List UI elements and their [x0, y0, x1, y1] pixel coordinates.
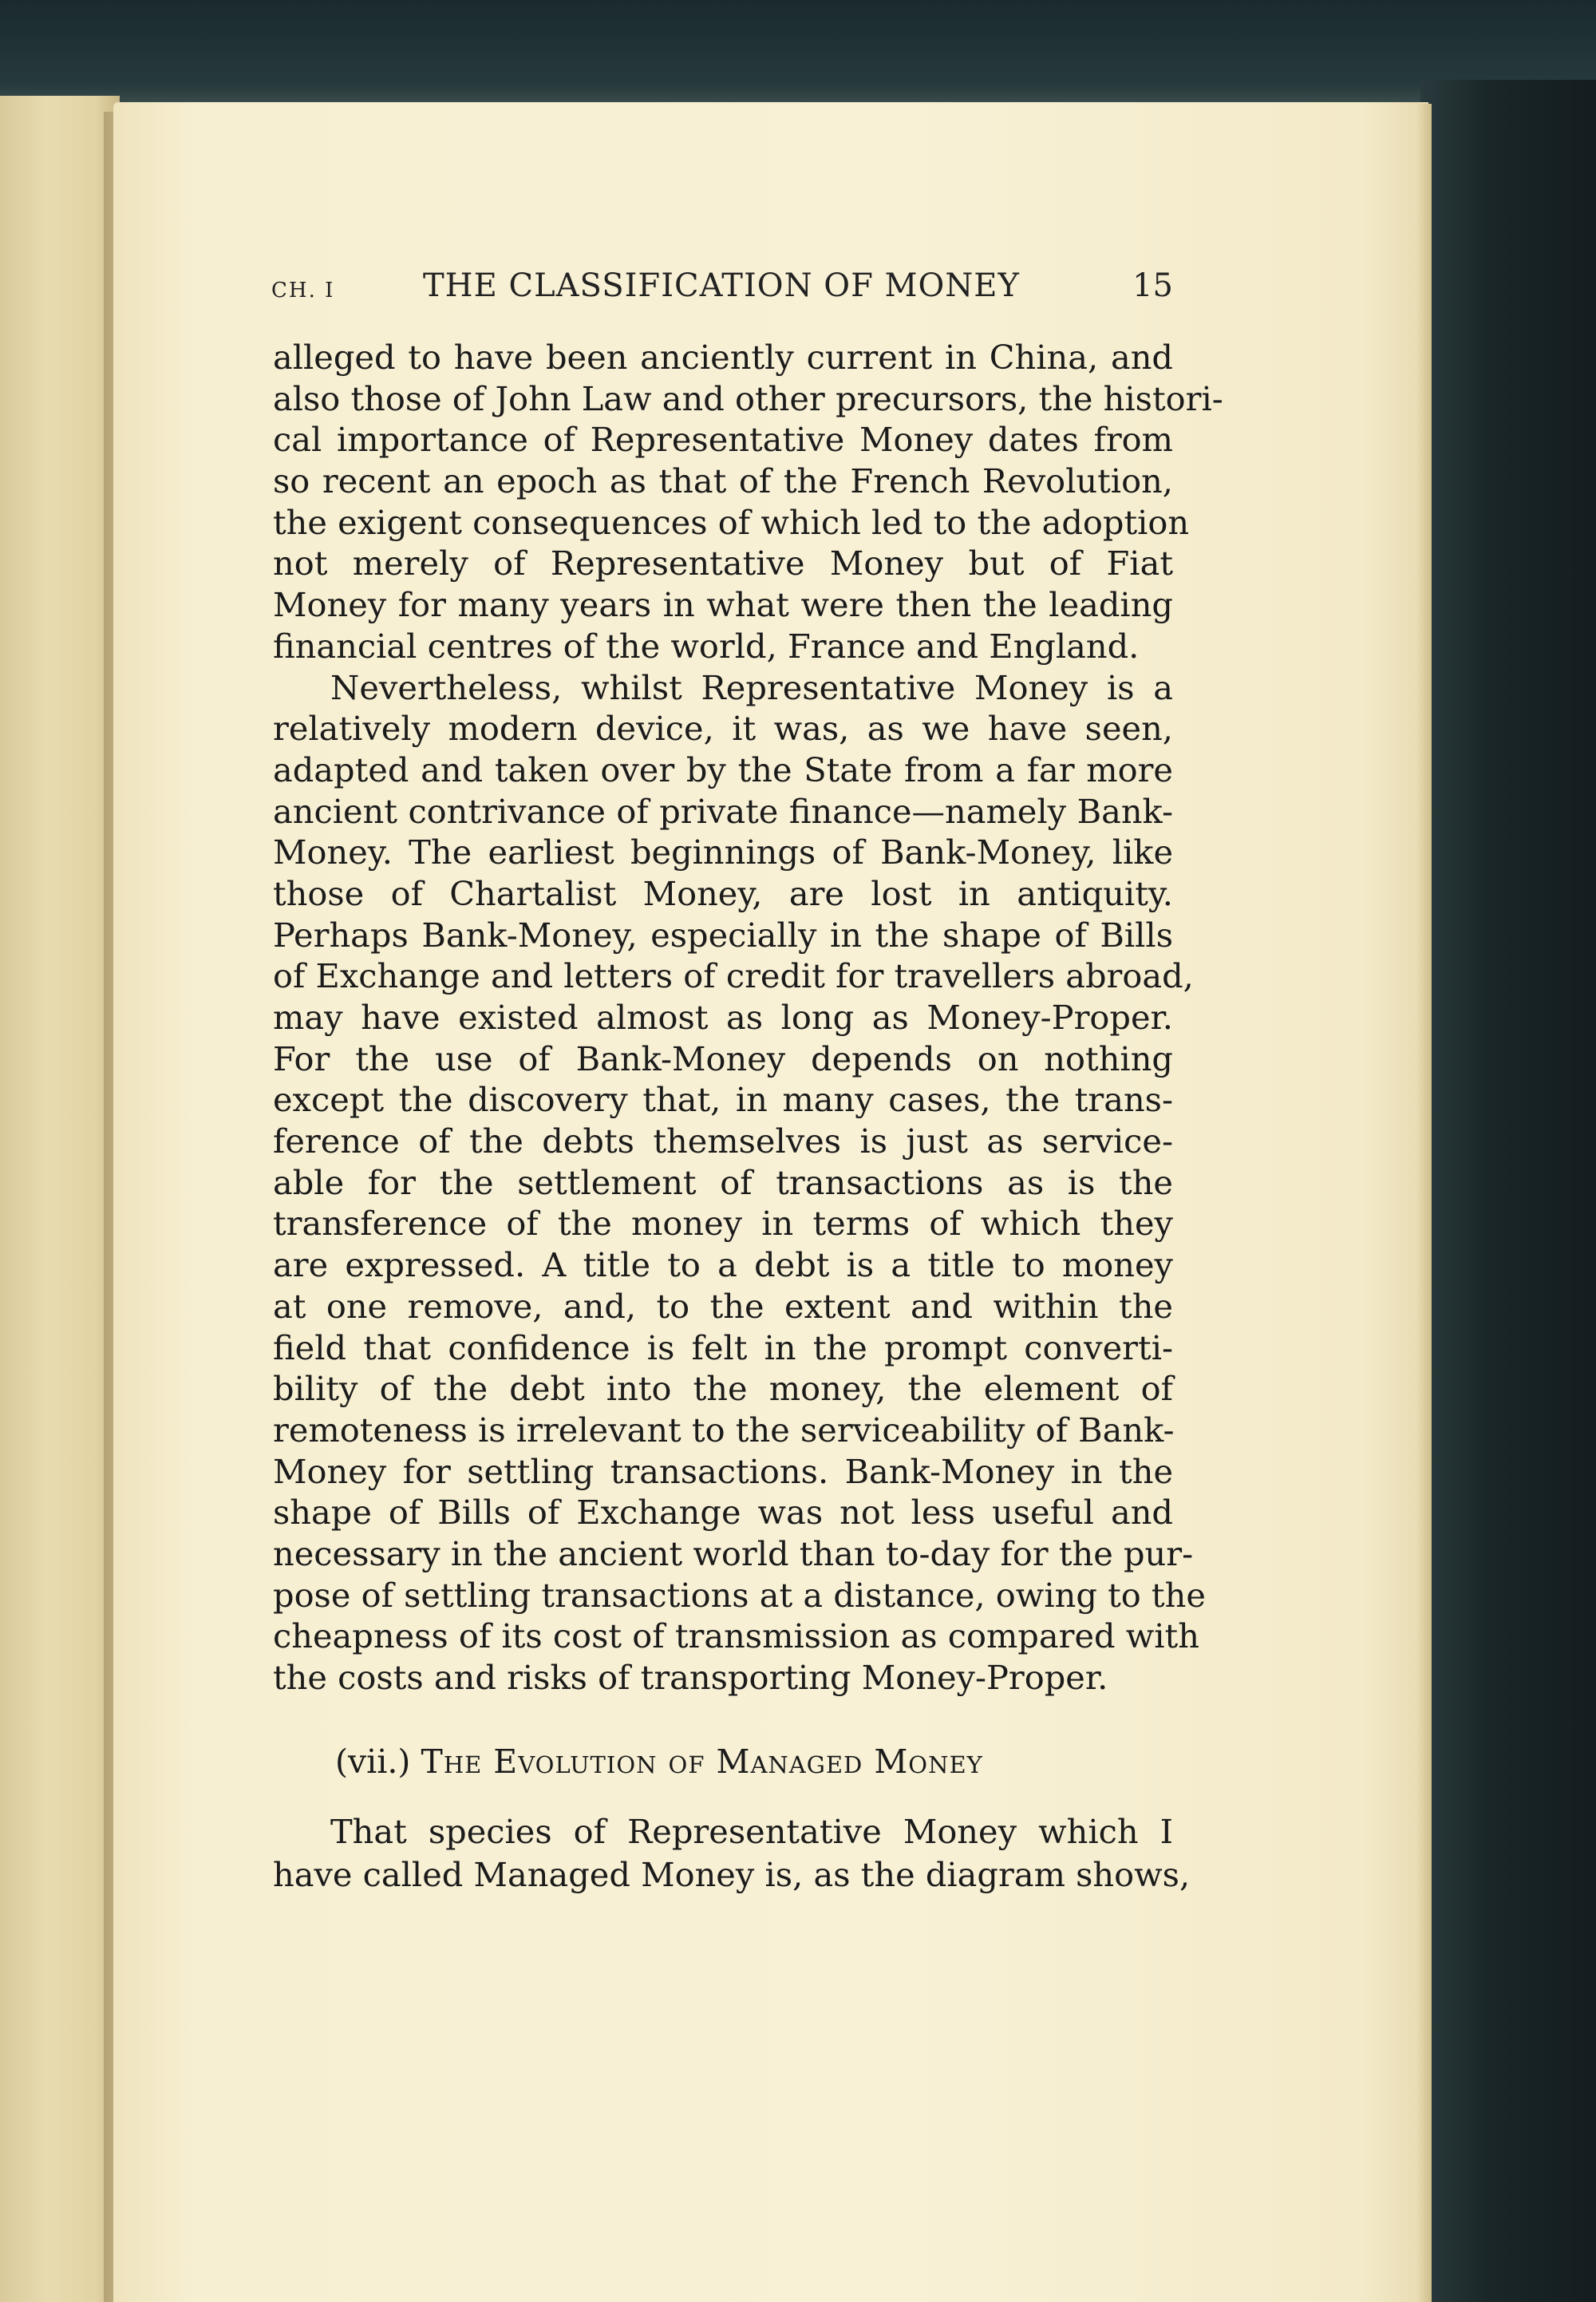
section-number: (vii.) [335, 1742, 411, 1781]
text-line: the exigent consequences of which led to the adoption [273, 502, 1190, 542]
page-number: 15 [1132, 267, 1173, 304]
left-page-edge [0, 96, 120, 2302]
text-line: ference of the debts themselves is just as service- [273, 1121, 1173, 1161]
text-line: cheapness of its cost of transmission as compared with [273, 1616, 1199, 1656]
text-line: at one remove, and, to the extent and within the [273, 1286, 1173, 1326]
text-line: financial centres of the world, France and England. [273, 626, 1140, 666]
section-title: The Evolution of Managed Money [421, 1742, 983, 1781]
running-head [271, 267, 1173, 315]
text-line: shape of Bills of Exchange was not less useful and [273, 1493, 1173, 1533]
text-line: necessary in the ancient world than to-day for the pur- [273, 1533, 1194, 1573]
body-text-continued [273, 1810, 1191, 1897]
text-line: bility of the debt into the money, the element of [273, 1369, 1173, 1409]
text-line: Nevertheless, whilst Representative Money is a [330, 667, 1173, 707]
text-line: relatively modern device, it was, as we have seen, [273, 709, 1173, 749]
text-line: able for the settlement of transactions as is the [273, 1162, 1173, 1202]
text-line: of Exchange and letters of credit for travellers abroad, [273, 956, 1194, 996]
text-line: alleged to have been anciently current in China, and [273, 338, 1173, 377]
text-line: For the use of Bank-Money depends on nothing [273, 1038, 1173, 1078]
text-line: cal importance of Representative Money dates from [273, 420, 1173, 460]
text-line: not merely of Representative Money but of Fiat [273, 544, 1173, 583]
text-line: have called Managed Money is, as the diagram shows, [273, 1855, 1191, 1894]
text-line: except the discovery that, in many cases, the trans- [273, 1080, 1173, 1120]
text-line: adapted and taken over by the State from a far more [273, 750, 1173, 789]
text-line: field that confidence is felt in the prompt converti- [273, 1327, 1173, 1367]
text-line: pose of settling transactions at a distance, owing to the [273, 1575, 1206, 1615]
text-line: ancient contrivance of private finance—namely Bank- [273, 791, 1173, 831]
book-cover-right [1420, 80, 1596, 2302]
text-line: Money. The earliest beginnings of Bank-Money, like [273, 833, 1173, 872]
chapter-marker: CH. I [271, 279, 335, 303]
text-line: the costs and risks of transporting Money-Proper. [273, 1658, 1108, 1697]
page-fore-edge [1417, 104, 1432, 2302]
text-line: also those of John Law and other precursors, the histori- [273, 378, 1223, 418]
text-line: Money for settling transactions. Bank-Money in the [273, 1451, 1173, 1491]
body-text [273, 337, 1223, 1699]
text-line: those of Chartalist Money, are lost in antiquity. [273, 873, 1173, 913]
text-line: remoteness is irrelevant to the serviceability of Bank- [273, 1410, 1175, 1450]
text-line: Perhaps Bank-Money, especially in the shape of Bills [273, 915, 1173, 955]
text-line: are expressed. A title to a debt is a title to money [273, 1245, 1173, 1285]
section-heading [335, 1742, 983, 1781]
text-line: Money for many years in what were then the leading [273, 585, 1173, 625]
running-title: THE CLASSIFICATION OF MONEY [423, 267, 1020, 304]
text-line: transference of the money in terms of which they [273, 1204, 1173, 1244]
text-line: That species of Representative Money which I [330, 1812, 1173, 1851]
text-line: so recent an epoch as that of the French Revolution, [273, 461, 1173, 501]
text-line: may have existed almost as long as Money-Proper. [273, 998, 1173, 1037]
